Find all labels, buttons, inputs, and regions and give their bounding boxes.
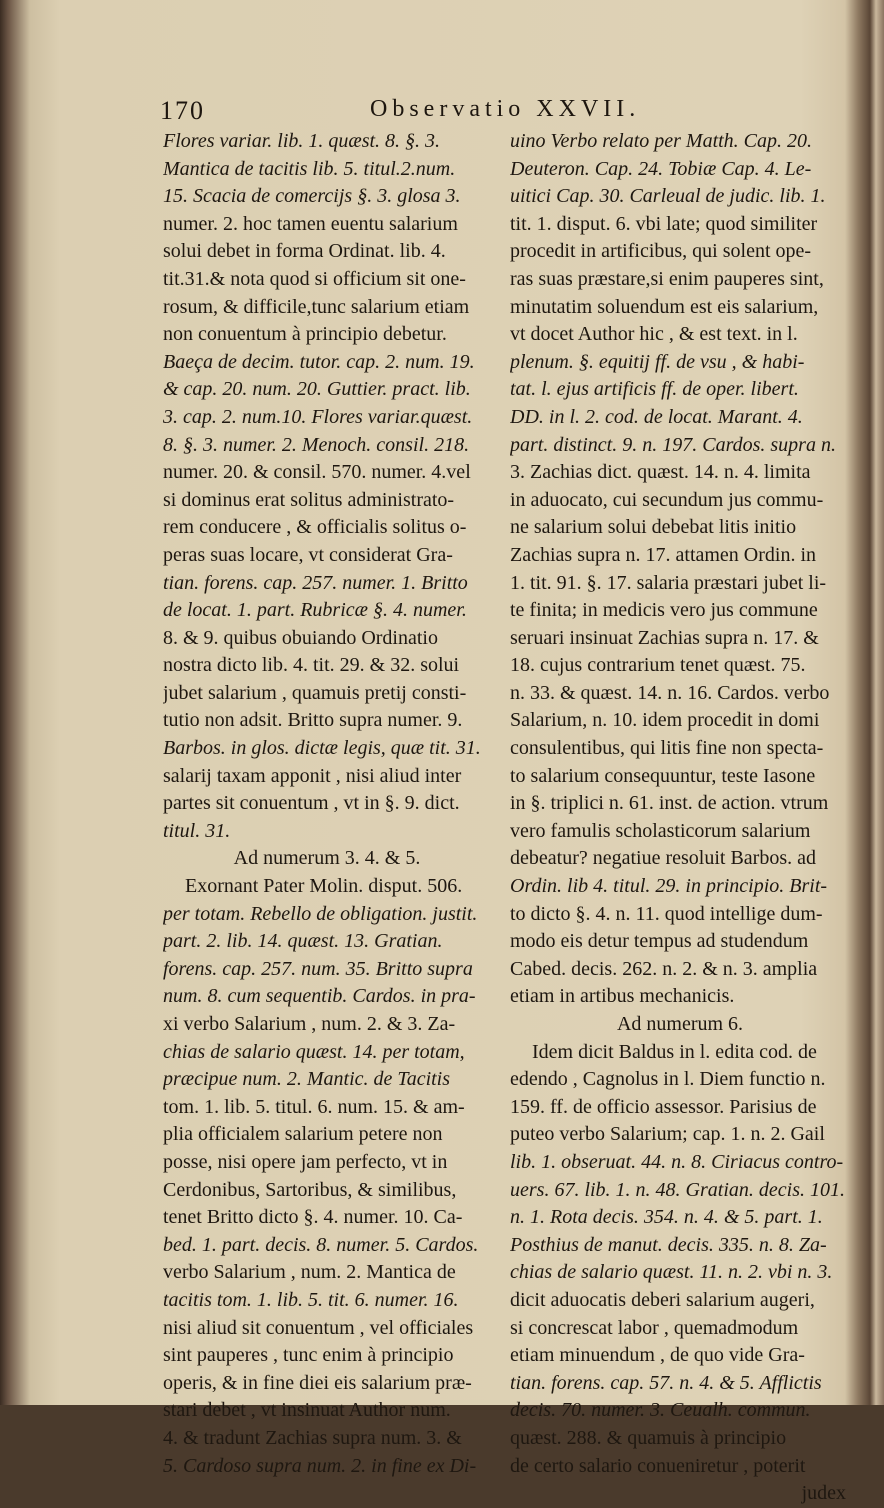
text-line: jubet salarium , quamuis pretij consti- bbox=[163, 681, 467, 704]
text-line: stari debet , vt insinuat Author num. bbox=[163, 1399, 451, 1422]
text-line: salarij taxam apponit , nisi aliud inter bbox=[163, 764, 462, 787]
text-line: puteo verbo Salarium; cap. 1. n. 2. Gail bbox=[510, 1123, 825, 1146]
text-line: 15. Scacia de comercijs §. 3. glosa 3. bbox=[163, 185, 461, 208]
text-line: consulentibus, qui litis fine non specta- bbox=[510, 737, 824, 760]
text-line: 159. ff. de officio assessor. Parisius de bbox=[510, 1095, 817, 1118]
text-line: vt docet Author hic , & est text. in l. bbox=[510, 323, 798, 346]
text-line: num. 8. cum sequentib. Cardos. in pra- bbox=[163, 985, 476, 1008]
text-line: plenum. §. equitij ff. de vsu , & habi- bbox=[510, 350, 805, 373]
text-line: etiam in artibus mechanicis. bbox=[510, 985, 735, 1008]
text-line: tian. forens. cap. 57. n. 4. & 5. Afflictis bbox=[510, 1371, 822, 1394]
text-line: numer. 20. & consil. 570. numer. 4.vel bbox=[163, 461, 471, 484]
text-line: 8. & 9. quibus obuiando Ordinatio bbox=[163, 626, 438, 649]
text-line: n. 33. & quæst. 14. n. 16. Cardos. verbo bbox=[510, 681, 830, 704]
text-line: xi verbo Salarium , num. 2. & 3. Za- bbox=[163, 1013, 456, 1035]
text-line: 3. Zachias dict. quæst. 14. n. 4. limita bbox=[510, 461, 811, 484]
text-line: te finita; in medicis vero jus commune bbox=[510, 599, 818, 622]
text-line: Idem dicit Baldus in l. edita cod. de bbox=[532, 1040, 817, 1063]
text-line: tom. 1. lib. 5. titul. 6. num. 15. & am- bbox=[163, 1095, 465, 1118]
text-line: tutio non adsit. Britto supra numer. 9. bbox=[163, 709, 463, 732]
text-line: si concrescat labor , quemadmodum bbox=[510, 1316, 799, 1339]
text-line: præcipue num. 2. Mantic. de Tacitis bbox=[163, 1068, 451, 1091]
text-line: uitici Cap. 30. Carleual de judic. lib. 1. bbox=[510, 185, 826, 208]
text-line: tit. 1. disput. 6. vbi late; quod similiter bbox=[510, 212, 818, 235]
text-line: Barbos. in glos. dictæ legis, quæ tit. 31. bbox=[163, 737, 481, 760]
text-line: 4. & tradunt Zachias supra num. 3. & bbox=[163, 1426, 462, 1449]
text-line: forens. cap. 257. num. 35. Britto supra bbox=[163, 957, 473, 980]
text-line: posse, nisi opere jam perfecto, vt in bbox=[163, 1150, 448, 1173]
text-line: Ad numerum 6. bbox=[616, 1013, 744, 1035]
text-line: procedit in artificibus, qui solent ope- bbox=[510, 240, 812, 263]
text-line: operis, & in fine diei eis salarium præ- bbox=[163, 1371, 472, 1394]
text-line: debeatur? negatiue resoluit Barbos. ad bbox=[510, 847, 816, 870]
text-line: to dicto §. 4. n. 11. quod intellige dum- bbox=[510, 902, 823, 925]
text-line: Salarium, n. 10. idem procedit in domi bbox=[510, 709, 820, 732]
text-line: sint pauperes , tunc enim à principio bbox=[163, 1344, 454, 1367]
text-line: 5. Cardoso supra num. 2. in fine ex Di- bbox=[163, 1454, 477, 1477]
text-line: & cap. 20. num. 20. Guttier. pract. lib. bbox=[163, 378, 471, 401]
left-text-column bbox=[163, 128, 491, 1480]
text-line: uino Verbo relato per Matth. Cap. 20. bbox=[510, 130, 813, 152]
text-line: de certo salario conueniretur , poterit bbox=[510, 1454, 806, 1477]
text-line: tit.31.& nota quod si officium sit one- bbox=[163, 267, 466, 290]
text-line: tenet Britto dicto §. 4. numer. 10. Ca- bbox=[163, 1206, 463, 1229]
text-line: in aduocato, cui secundum jus commu- bbox=[510, 488, 824, 511]
text-line: n. 1. Rota decis. 354. n. 4. & 5. part. 1. bbox=[510, 1206, 823, 1229]
text-line: bed. 1. part. decis. 8. numer. 5. Cardos. bbox=[163, 1233, 479, 1256]
text-line: Mantica de tacitis lib. 5. titul.2.num. bbox=[163, 157, 456, 180]
text-line: non conuentum à principio debetur. bbox=[163, 323, 447, 346]
text-line: Ad numerum 3. 4. & 5. bbox=[233, 847, 421, 870]
text-line: Exornant Pater Molin. disput. 506. bbox=[185, 875, 463, 898]
text-line: titul. 31. bbox=[163, 819, 231, 842]
text-line: Baeça de decim. tutor. cap. 2. num. 19. bbox=[163, 350, 475, 373]
text-line: tacitis tom. 1. lib. 5. tit. 6. numer. 16. bbox=[163, 1288, 459, 1311]
text-line: plia officialem salarium petere non bbox=[163, 1123, 443, 1146]
text-line: Cerdonibus, Sartoribus, & similibus, bbox=[163, 1178, 457, 1201]
text-line: 1. tit. 91. §. 17. salaria præstari jubet li- bbox=[510, 571, 827, 594]
text-line: nostra dicto lib. 4. tit. 29. & 32. solui bbox=[163, 654, 460, 677]
text-line: judex bbox=[801, 1482, 846, 1505]
text-line: minutatim soluendum est eis salarium, bbox=[510, 295, 819, 318]
text-line: Cabed. decis. 262. n. 2. & n. 3. amplia bbox=[510, 957, 818, 980]
text-line: to salarium consequuntur, teste Iasone bbox=[510, 764, 816, 787]
text-line: rem conducere , & officialis solitus o- bbox=[163, 516, 467, 539]
text-line: per totam. Rebello de obligation. justit. bbox=[163, 902, 478, 925]
text-line: tat. l. ejus artificis ff. de oper. libert. bbox=[510, 378, 799, 401]
text-line: vero famulis scholasticorum salarium bbox=[510, 819, 811, 842]
text-line: Posthius de manut. decis. 335. n. 8. Za- bbox=[510, 1233, 827, 1256]
text-line: solui debet in forma Ordinat. lib. 4. bbox=[163, 240, 446, 263]
text-line: peras suas locare, vt considerat Gra- bbox=[163, 543, 453, 566]
text-line: verbo Salarium , num. 2. Mantica de bbox=[163, 1261, 456, 1284]
text-line: 3. cap. 2. num.10. Flores variar.quæst. bbox=[163, 405, 473, 428]
text-line: part. 2. lib. 14. quæst. 13. Gratian. bbox=[163, 930, 443, 953]
text-line: Ordin. lib 4. titul. 29. in principio. Brit- bbox=[510, 875, 828, 898]
text-line: ne salarium solui debebat litis initio bbox=[510, 516, 797, 539]
text-line: DD. in l. 2. cod. de locat. Marant. 4. bbox=[510, 405, 803, 428]
text-line: edendo , Cagnolus in l. Diem functio n. bbox=[510, 1068, 826, 1091]
text-line: modo eis detur tempus ad studendum bbox=[510, 930, 809, 953]
text-line: uers. 67. lib. 1. n. 48. Gratian. decis. 101. bbox=[510, 1178, 845, 1201]
page-number: 170 bbox=[160, 96, 205, 125]
text-line: quæst. 288. & quamuis à principio bbox=[510, 1426, 787, 1449]
text-line: seruari insinuat Zachias supra n. 17. & bbox=[510, 626, 819, 649]
right-text-column bbox=[510, 128, 850, 1508]
text-line: part. distinct. 9. n. 197. Cardos. supra n. bbox=[510, 433, 836, 456]
text-line: tian. forens. cap. 257. numer. 1. Britto bbox=[163, 571, 468, 594]
text-line: 18. cujus contrarium tenet quæst. 75. bbox=[510, 654, 806, 677]
text-line: si dominus erat solitus administrato- bbox=[163, 488, 455, 511]
text-line: nisi aliud sit conuentum , vel officiales bbox=[163, 1316, 474, 1339]
text-line: chias de salario quæst. 14. per totam, bbox=[163, 1040, 465, 1063]
text-line: chias de salario quæst. 11. n. 2. vbi n. 3. bbox=[510, 1261, 833, 1284]
text-line: etiam minuendum , de quo vide Gra- bbox=[510, 1344, 805, 1367]
text-line: dicit aduocatis deberi salarium augeri, bbox=[510, 1288, 815, 1311]
text-line: rosum, & difficile,tunc salarium etiam bbox=[163, 295, 470, 318]
text-line: Zachias supra n. 17. attamen Ordin. in bbox=[510, 543, 817, 566]
text-line: lib. 1. obseruat. 44. n. 8. Ciriacus contro- bbox=[510, 1150, 844, 1173]
text-line: partes sit conuentum , vt in §. 9. dict. bbox=[163, 792, 460, 815]
text-line: 8. §. 3. numer. 2. Menoch. consil. 218. bbox=[163, 433, 470, 456]
running-title: Observatio XXVII. bbox=[370, 96, 641, 122]
text-line: numer. 2. hoc tamen euentu salarium bbox=[163, 212, 458, 235]
page-header bbox=[160, 92, 850, 132]
text-line: in §. triplici n. 61. inst. de action. vtrum bbox=[510, 792, 829, 815]
text-line: de locat. 1. part. Rubricæ §. 4. numer. bbox=[163, 599, 467, 622]
text-line: Deuteron. Cap. 24. Tobiæ Cap. 4. Le- bbox=[510, 157, 812, 180]
text-line: ras suas præstare,si enim pauperes sint, bbox=[510, 267, 824, 290]
text-line: decis. 70. numer. 3. Ceualh. commun. bbox=[510, 1399, 811, 1422]
text-line: Flores variar. lib. 1. quæst. 8. §. 3. bbox=[163, 130, 441, 152]
